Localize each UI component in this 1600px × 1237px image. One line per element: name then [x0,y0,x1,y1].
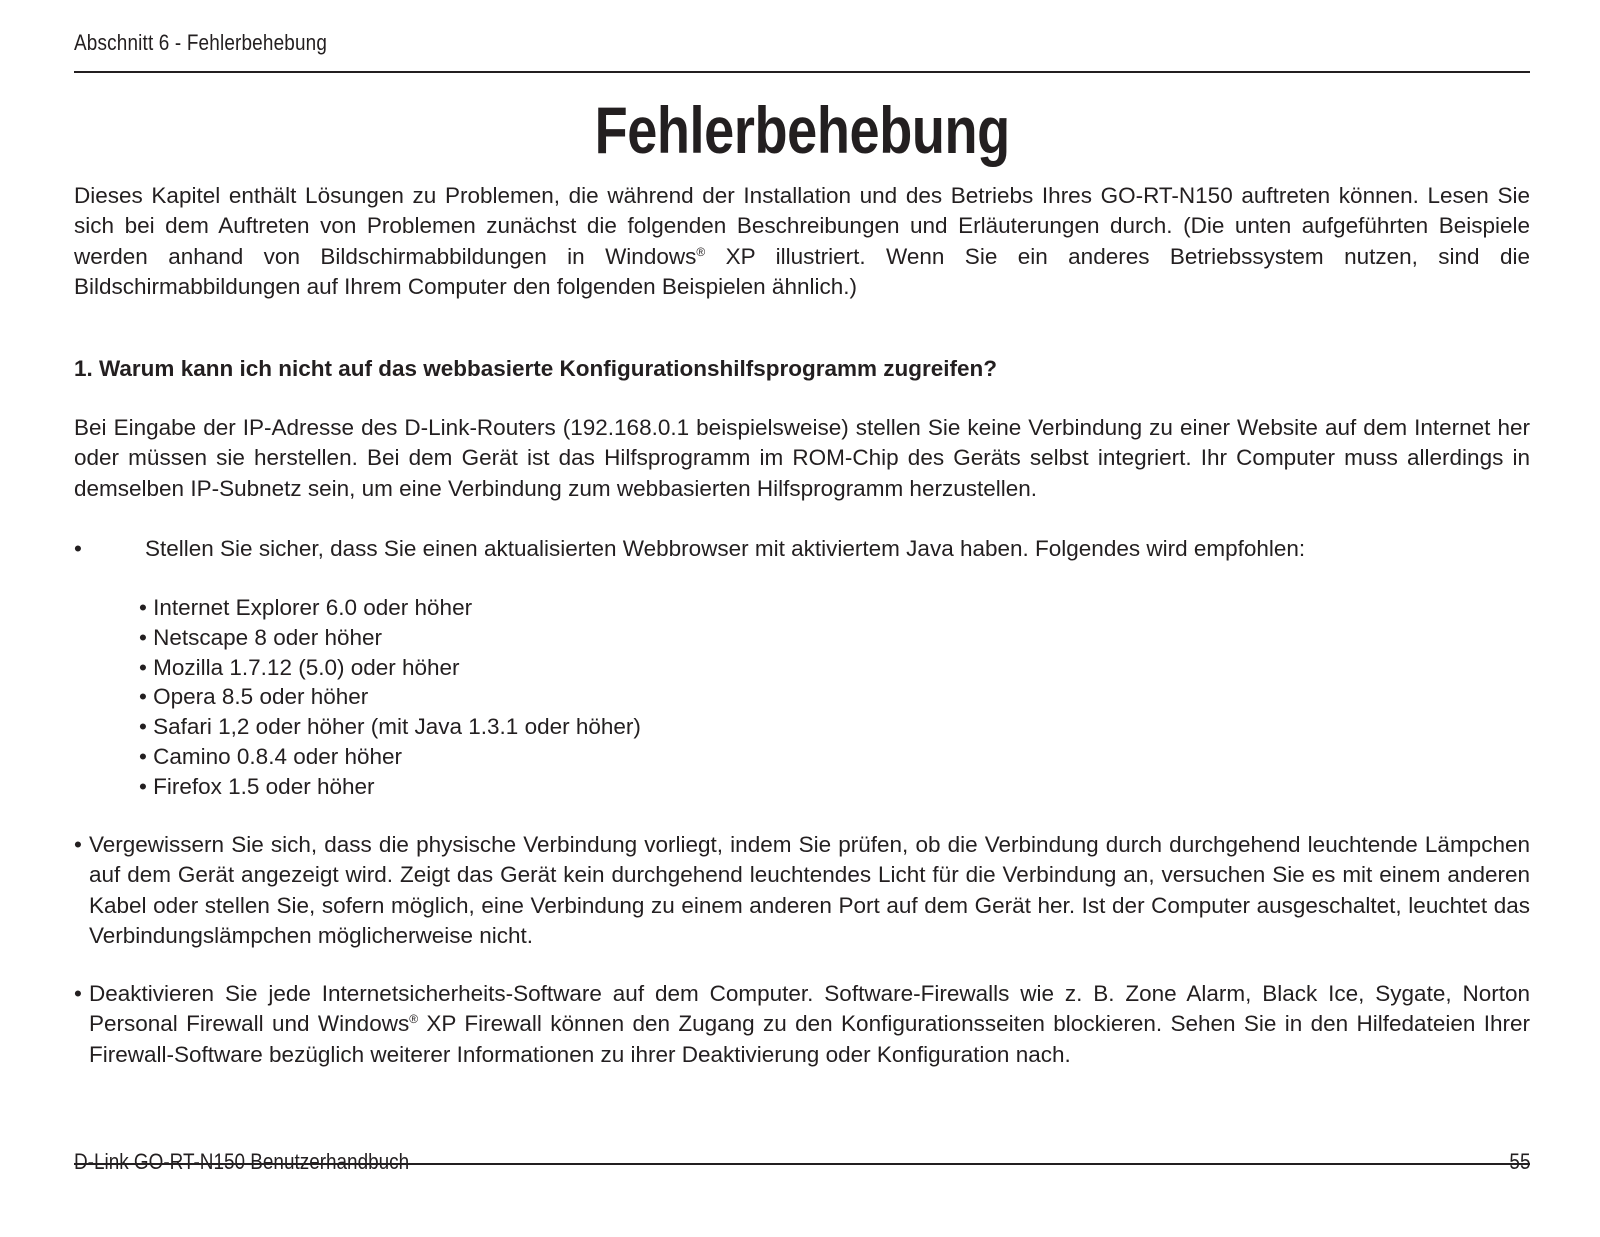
bullet-marker: • [74,536,82,561]
answer-paragraph: Bei Eingabe der IP-Adresse des D-Link-Routers (192.168.0.1 beispielsweise) stellen Sie keine Verbindung zu einer Website auf dem Internet her oder müssen sie herstellen. Bei dem Gerät ist das Hilfsprogramm im ROM-Chip des Geräts selbst integriert. Ihr Computer muss allerdings in demselben IP-Subnetz sein, um eine Verbindung zum webbasierten Hilfsprogramm herzustellen. [74,415,1530,501]
intro-text-part1: Dieses Kapitel enthält Lösungen zu Problemen, die während der Installation und des Betriebs Ihres GO-RT-N150 auftreten können. Lesen Sie sich bei dem Auftreten von Problemen zunächst die folgenden Beschreibungen und Erläuterungen durch. (Die unten aufgeführten Beispiele werden anhand von Bildschirmabbildungen in Windows [74,183,1530,269]
list-item: • Camino 0.8.4 oder höher [139,743,403,769]
bullet-marker: • [74,832,82,857]
footer-manual-title: D-Link GO-RT-N150 Benutzerhandbuch [74,1149,410,1174]
bullet-security-part2: XP Firewall können den Zugang zu den Konfigurationsseiten blockieren. Sehen Sie in den Hilfedateien Ihrer Firewall-Software bezüglich weiterer Informationen zu ihrer Deaktivierung oder Konfiguration nach. [89,1011,1530,1067]
section-header: Abschnitt 6 - Fehlerbehebung [74,30,328,55]
bullet-marker: • [74,981,82,1006]
list-item: • Mozilla 1.7.12 (5.0) oder höher [139,654,460,680]
registered-mark: ® [696,244,706,259]
list-item: • Firefox 1.5 oder höher [139,773,375,799]
browser-list [139,593,641,802]
list-item: • Opera 8.5 oder höher [139,684,369,710]
bullet-security-part1: Deaktivieren Sie jede Internetsicherheits-Software auf dem Computer. Software-Firewalls wie z. B. Zone Alarm, Black Ice, Sygate, Norton Personal Firewall und Windows [89,981,1530,1037]
bullet-browser-text: Stellen Sie sicher, dass Sie einen aktualisierten Webbrowser mit aktiviertem Java haben. Folgendes wird empfohlen: [145,536,1306,561]
page-title-text: Fehlerbehebung [594,93,1010,167]
registered-mark: ® [409,1012,419,1027]
page-number: 55 [1508,1149,1530,1174]
page-title [74,92,1530,168]
list-item: • Netscape 8 oder höher [139,624,383,650]
bullet-security-text [89,979,1530,1070]
intro-paragraph [74,181,1530,302]
bullet-physical-connection [74,830,1530,951]
intro-text-part2: XP illustriert. Wenn Sie ein anderes Betriebssystem nutzen, sind die Bildschirmabbildungen auf Ihrem Computer den folgenden Beispielen ähnlich.) [74,243,1530,299]
bullet-disable-security [74,979,1530,1070]
document-page [74,0,1530,1237]
header-divider [74,71,1530,73]
bullet-physical-text: Vergewissern Sie sich, dass die physische Verbindung vorliegt, indem Sie prüfen, ob die Verbindung durch durchgehend leuchtende Lämpchen auf dem Gerät angezeigt wird. Zeigt das Gerät kein durchgehend leuchtendes Licht für die Verbindung an, versuchen Sie es mit einem anderen Kabel oder stellen Sie, sofern möglich, eine Verbindung zu einem anderen Port auf dem Gerät her. Ist der Computer ausgeschaltet, leuchtet das Verbindungslämpchen möglicherweise nicht. [89,832,1530,948]
list-item: • Internet Explorer 6.0 oder höher [139,595,473,620]
question-heading: 1. Warum kann ich nicht auf das webbasierte Konfigurationshilfsprogramm zugreifen? [74,356,998,381]
list-item: • Safari 1,2 oder höher (mit Java 1.3.1 oder höher) [139,714,641,740]
